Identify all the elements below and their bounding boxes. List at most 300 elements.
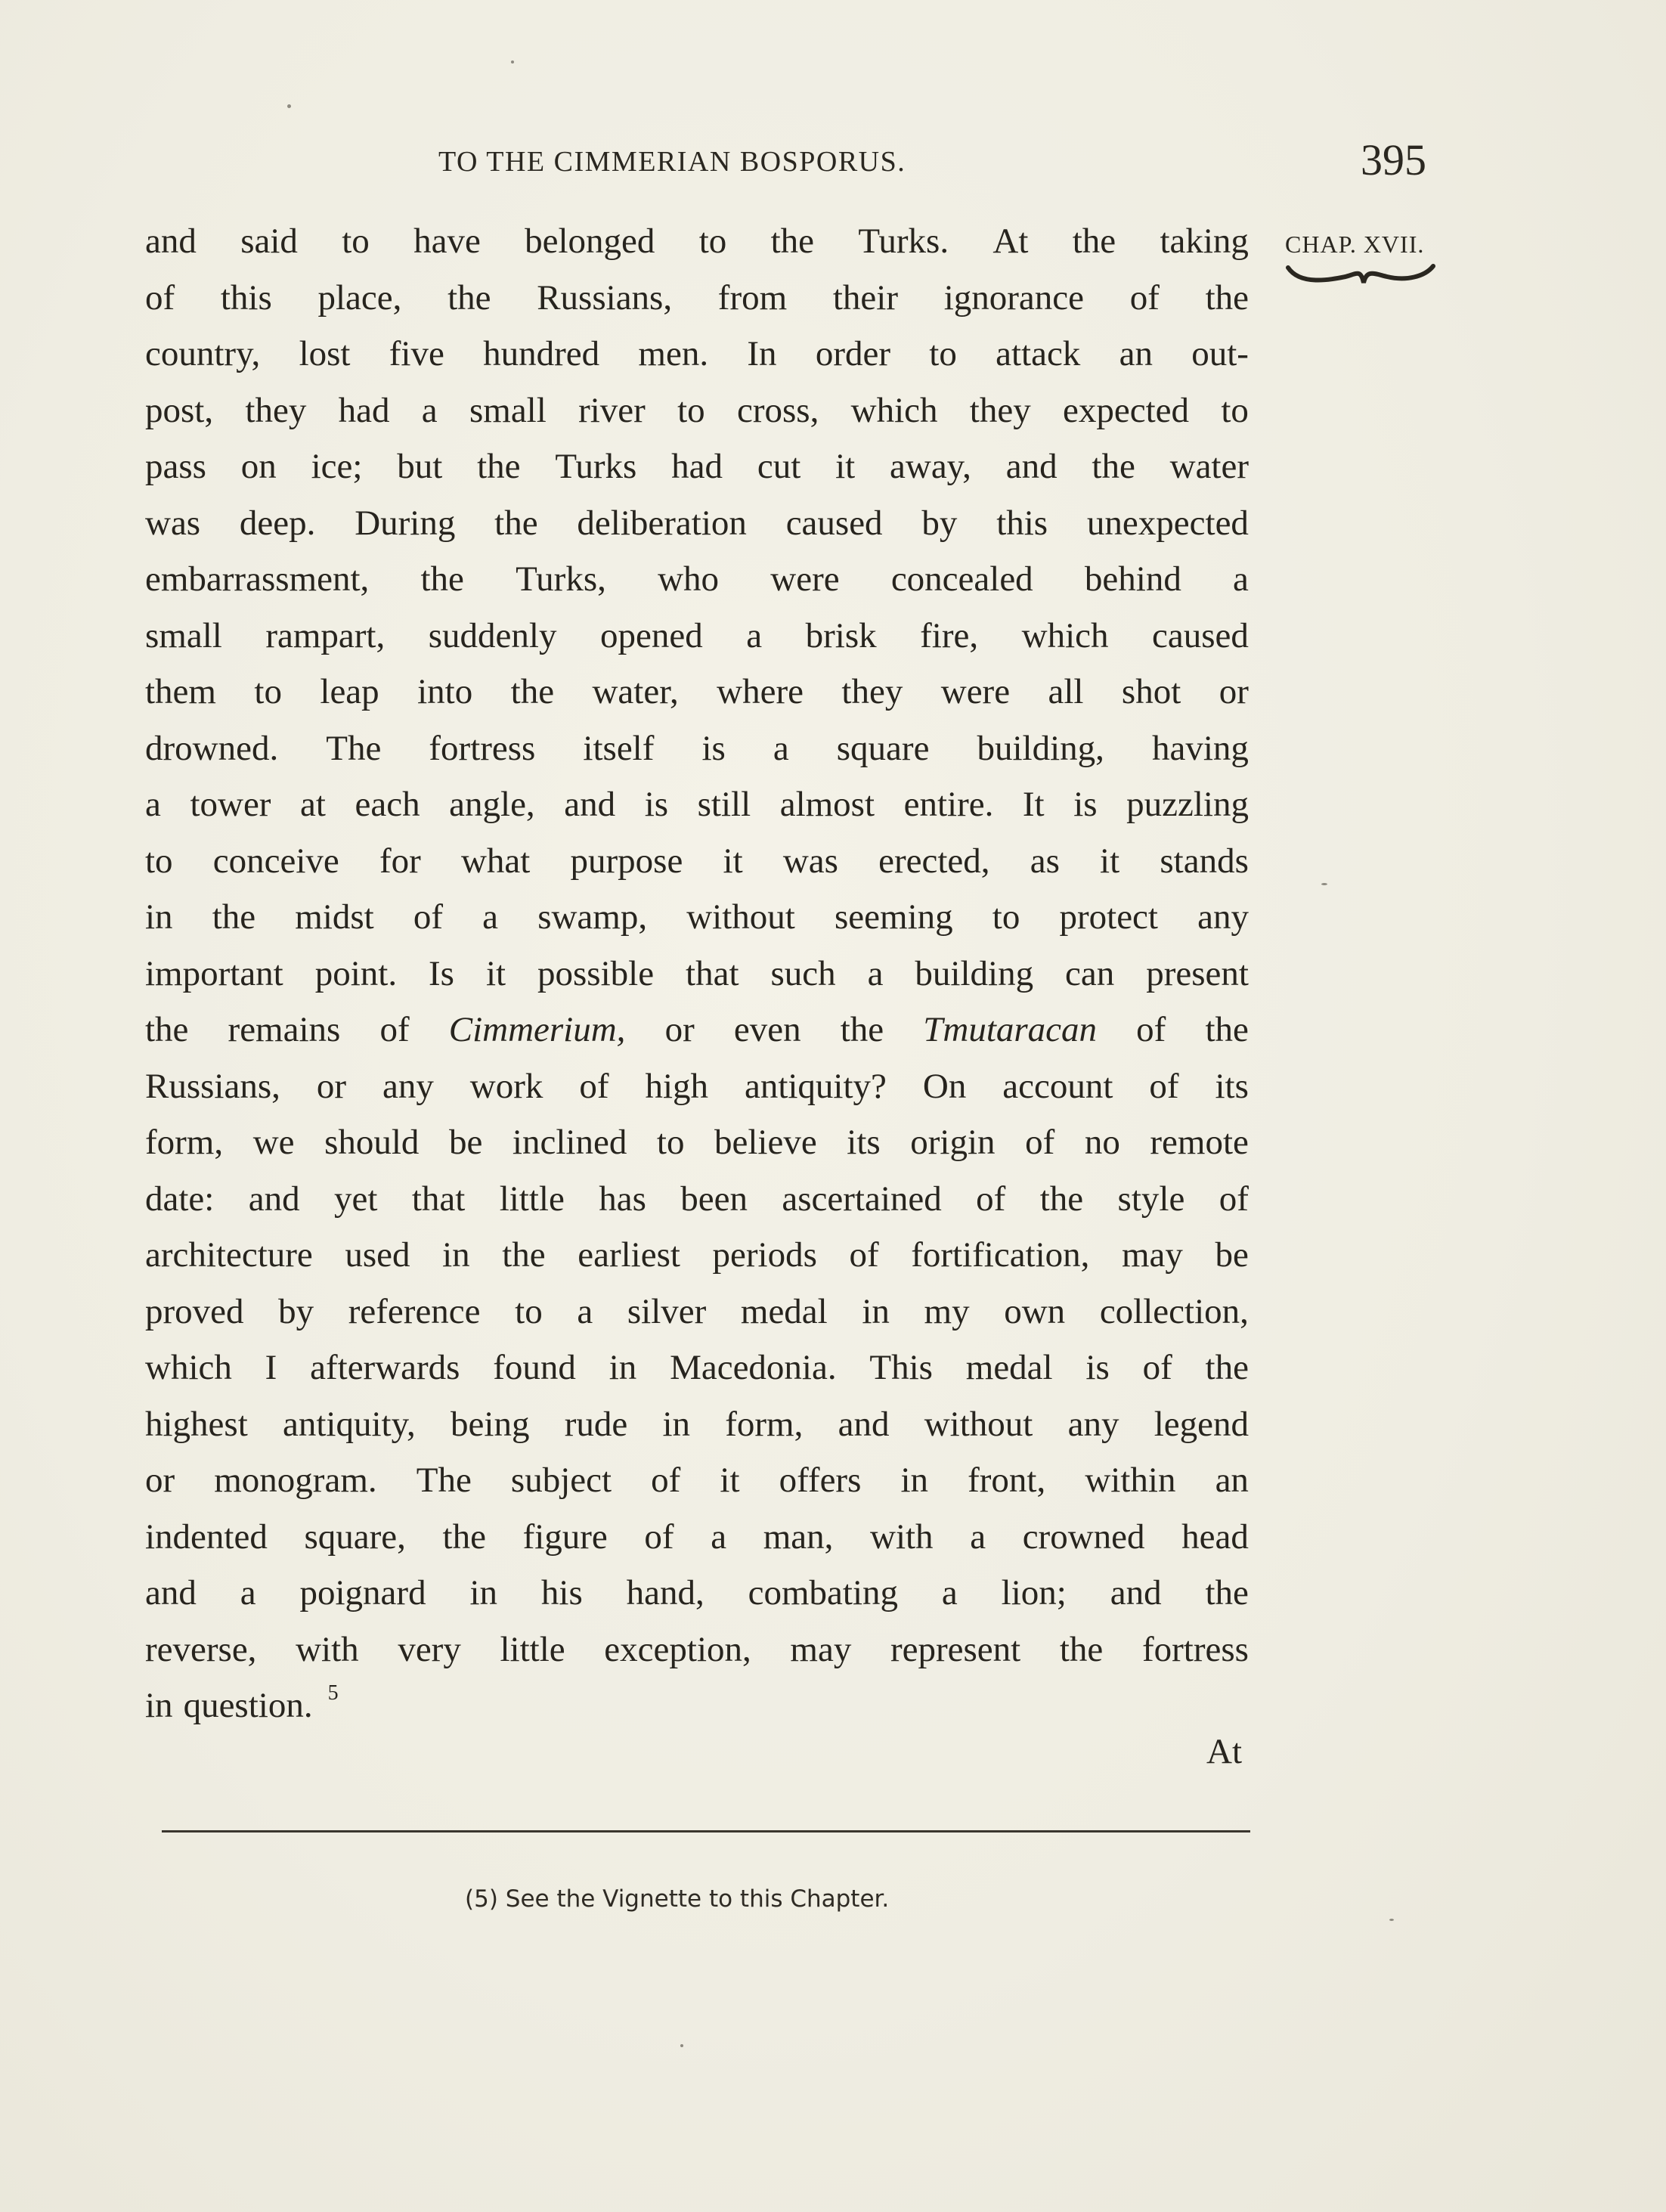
word: a [773,728,789,768]
text-line [145,1058,1249,1115]
word: or [1219,672,1249,711]
word: Is [429,953,454,993]
word: of [1219,1179,1249,1219]
word: the [447,277,491,318]
word: in [469,1573,498,1613]
word: of [379,1010,410,1049]
word: proved [145,1291,244,1331]
word: is [701,728,726,768]
word: entire. [903,785,994,824]
word: an [1215,1461,1249,1500]
word: to [515,1291,543,1331]
word: water [1169,447,1249,486]
word: it [485,953,506,993]
text-line [145,438,1249,495]
word: offers [779,1461,862,1500]
word: found [493,1348,576,1387]
word: without [924,1404,1033,1444]
word: has [599,1179,646,1219]
word: they [245,390,307,430]
word: present [1146,953,1249,993]
word: for [379,841,421,881]
word: within [1085,1461,1176,1500]
word: a [240,1573,256,1613]
word: to [254,672,282,711]
word: fire, [920,615,979,655]
paper-speck [680,2044,683,2047]
word: date: [145,1179,215,1219]
word: in [900,1461,929,1500]
word: attack [996,334,1081,373]
word: by [278,1291,314,1331]
word: style [1117,1179,1185,1219]
text-line [145,1114,1249,1171]
word: origin [910,1123,996,1162]
word: ice; [311,447,363,486]
word: front, [968,1461,1046,1500]
word: form, [145,1123,224,1162]
word: deep. [239,503,316,543]
word: of [976,1179,1006,1219]
word: his [540,1573,583,1613]
word: by [921,503,958,543]
word: a [941,1573,958,1613]
word: but [397,447,443,486]
word: a [421,390,438,430]
word: had [671,447,723,486]
word: conceive [212,841,339,881]
word: and [145,1573,197,1613]
word: collection, [1099,1291,1249,1331]
word: away, [890,447,971,486]
word: were [940,672,1011,711]
word: building, [977,728,1104,768]
word: should [324,1123,420,1162]
word: erected, [878,841,990,881]
word: fortress [1141,1629,1249,1669]
word: and [838,1404,890,1444]
word: I [265,1348,277,1387]
word: caused [1152,615,1249,655]
word: this [996,503,1048,543]
word: account [1002,1066,1113,1106]
word: medal [965,1348,1053,1387]
word: and [248,1179,300,1219]
word: Turks. [858,222,949,261]
text-line [145,383,1249,439]
word: the [477,447,521,486]
text-line [145,833,1249,890]
text-line [145,1284,1249,1340]
word: or [145,1461,175,1500]
word: and [145,222,197,261]
word: the [1205,1573,1249,1613]
word: an [1119,334,1153,373]
word: at [300,785,326,824]
word: the [1205,277,1249,318]
word: exception, [604,1629,751,1669]
word: any [1067,1404,1119,1444]
word: At [992,222,1029,261]
word: small [145,615,222,655]
word: silver [627,1291,707,1331]
word: monogram. [214,1461,377,1500]
word: ignorance [943,277,1085,318]
word: they [969,390,1031,430]
word: men. [638,334,709,373]
word: any [382,1066,434,1106]
word: post, [145,390,214,430]
word: tower [190,785,271,824]
word: taking [1160,222,1249,261]
paper-speck [1389,1919,1394,1921]
word: the [1039,1179,1084,1219]
word: head [1181,1516,1249,1557]
word: important [145,953,283,993]
word: of [651,1461,681,1500]
word: used [345,1235,410,1275]
word: with [870,1516,934,1557]
word: building [915,953,1034,993]
word: the [840,1010,884,1049]
word: a [867,953,884,993]
word: In [747,334,777,373]
word: lion; [1001,1573,1067,1613]
word: fortification, [911,1235,1090,1275]
word: a [577,1291,593,1331]
word: the [1205,1348,1249,1387]
footnote-reference: 5 [327,1681,339,1705]
word: be [448,1123,483,1162]
word: very [398,1629,461,1669]
word: in [145,897,173,937]
word: my [924,1291,970,1331]
word: itself [583,728,655,768]
text-line [145,1452,1249,1509]
word: the [502,1235,546,1275]
word: were [770,559,840,599]
word: any [1197,897,1249,937]
footnote-rule [162,1830,1250,1832]
word: is [1073,785,1098,824]
word: to [698,222,727,261]
word: cut [757,447,801,486]
word: that [411,1179,466,1219]
word: the [510,672,555,711]
text-line [145,1171,1249,1228]
word: the [212,897,256,937]
word: to [1221,390,1249,430]
word: to [342,222,370,261]
word: reverse, [145,1629,257,1669]
running-title: TO THE CIMMERIAN BOSPORUS. [438,146,906,178]
word: the [1092,447,1135,486]
word: a [970,1516,986,1557]
word: antiquity, [283,1404,416,1444]
word: have [413,222,481,261]
text-line [145,776,1249,833]
word: it [1100,841,1120,881]
word: as [1030,841,1060,881]
word: possible [537,953,655,993]
word: the [442,1516,486,1557]
word: it [723,841,743,881]
word: can [1065,953,1115,993]
word: own [1004,1291,1066,1331]
text-line [145,1565,1249,1622]
word: drowned. [145,728,279,768]
word: poignard [299,1573,426,1613]
word: deliberation [577,503,747,543]
word: in [662,1404,691,1444]
body-text [145,213,1249,1734]
word: square [836,728,930,768]
word: Russians, [145,1066,280,1106]
word: inclined [512,1123,627,1162]
word: its [847,1123,881,1162]
word: and [1110,1573,1162,1613]
word: of [1149,1066,1179,1106]
word: purpose [570,841,683,881]
word: where [717,672,804,711]
word: even [733,1010,801,1049]
word: be [1215,1235,1249,1275]
word: of [1129,277,1160,318]
word: figure [522,1516,608,1557]
word: puzzling [1126,785,1249,824]
word: indented [145,1516,268,1557]
word: During [355,503,456,543]
word: Turks, [516,559,606,599]
word: in [862,1291,890,1331]
word: they [841,672,903,711]
word: work [469,1066,543,1106]
word: hand, [626,1573,704,1613]
word: in [442,1235,470,1275]
word: of [579,1066,609,1106]
word: said [240,222,298,261]
catchword: At [1206,1732,1242,1771]
word: square, [304,1516,406,1557]
word: which [1021,615,1109,655]
word: Turks [555,447,637,486]
word: fortress [429,728,536,768]
word: may [1122,1235,1183,1275]
word: seeming [835,897,953,937]
word: each [355,785,420,824]
word: The [326,728,382,768]
word: being [451,1404,530,1444]
word: believe [714,1123,817,1162]
word: lost [299,334,351,373]
word: little [500,1629,565,1669]
word: who [658,559,720,599]
word: swamp, [537,897,648,937]
word: high [645,1066,708,1106]
word: legend [1154,1404,1249,1444]
word: point. [314,953,398,993]
word: no [1084,1123,1120,1162]
word: in [145,1686,173,1725]
word: all [1048,672,1084,711]
paper-speck [1321,883,1327,885]
text-line [145,664,1249,720]
curly-brace-icon [1285,263,1436,293]
word: represent [890,1629,1021,1669]
text-line [145,720,1249,777]
word: Cimmerium, [448,1010,626,1049]
word: antiquity? [744,1066,887,1106]
chapter-marginal-note: CHAP. XVII. [1285,231,1425,258]
word: been [680,1179,748,1219]
text-line [145,270,1249,327]
word: five [389,334,444,373]
word: little [499,1179,565,1219]
word: of [1136,1010,1166,1049]
text-line [145,946,1249,1002]
word: shot [1121,672,1181,711]
word: afterwards [310,1348,460,1387]
word: or [316,1066,346,1106]
word: them [145,672,216,711]
word: the [420,559,464,599]
word: stands [1160,841,1249,881]
word: a [746,615,763,655]
word: was [145,503,201,543]
word: still [697,785,751,824]
word: a [145,785,161,824]
word: periods [712,1235,817,1275]
text-line [145,608,1249,665]
word: embarrassment, [145,559,370,599]
word: and [564,785,616,824]
text-line [145,889,1249,946]
word: almost [779,785,875,824]
word: river [578,390,646,430]
word: their [832,277,899,318]
word: of [644,1516,674,1557]
word: country, [145,334,261,373]
text-line [145,1509,1249,1566]
word: brisk [805,615,877,655]
word: of [849,1235,879,1275]
word: to [677,390,705,430]
word: on [240,447,277,486]
word: architecture [145,1235,313,1275]
word: protect [1059,897,1158,937]
word: reference [348,1291,481,1331]
word: the [494,503,538,543]
word: water, [592,672,679,711]
word: It [1022,785,1045,824]
text-line [145,1396,1249,1453]
word: a [482,897,499,937]
word: leap [320,672,379,711]
word: concealed [890,559,1033,599]
word: the [770,222,815,261]
word: This [869,1348,933,1387]
word: to [929,334,957,373]
word: place, [317,277,402,318]
word: to [145,841,173,881]
page-number: 395 [1361,135,1426,184]
word: the [1072,222,1116,261]
word: without [686,897,795,937]
word: belonged [525,222,655,261]
word: is [644,785,669,824]
word: what [460,841,531,881]
word: rude [564,1404,628,1444]
word: of [413,897,444,937]
text-line [145,1227,1249,1284]
word: with [296,1629,359,1669]
word: of [1142,1348,1172,1387]
word: man, [763,1516,834,1557]
word: into [417,672,473,711]
word: out- [1191,334,1249,373]
word: question. [183,1686,313,1725]
word: its [1215,1066,1249,1106]
word: rampart, [265,615,386,655]
text-line [145,1622,1249,1678]
paper-speck [511,60,514,64]
text-line [145,1678,1249,1734]
word: and [1005,447,1058,486]
word: this [220,277,272,318]
word: highest [145,1404,248,1444]
word: that [686,953,739,993]
text-line [145,495,1249,552]
word: pass [145,447,206,486]
word: expected [1063,390,1190,430]
word: had [338,390,390,430]
word: The [416,1461,472,1500]
footnote: (5) See the Vignette to this Chapter. [465,1885,890,1913]
word: caused [785,503,883,543]
word: Macedonia. [670,1348,837,1387]
word: in [608,1348,637,1387]
word: subject [510,1461,612,1500]
word: order [815,334,890,373]
word: cross, [736,390,819,430]
word: remains [228,1010,341,1049]
word: Russians, [537,277,673,318]
word: ascertained [782,1179,942,1219]
word: a [1233,559,1249,599]
word: behind [1084,559,1181,599]
text-line [145,551,1249,608]
word: which [850,390,938,430]
word: such [770,953,836,993]
word: suddenly [428,615,557,655]
word: to [992,897,1020,937]
word: earliest [578,1235,680,1275]
word: unexpected [1086,503,1249,543]
word: which [145,1348,232,1387]
text-line [145,326,1249,383]
word: angle, [449,785,535,824]
paper-speck [287,104,291,108]
word: to [656,1123,685,1162]
word: Tmutaracan [923,1010,1098,1049]
word: opened [599,615,703,655]
word: was [782,841,838,881]
word: medal [740,1291,828,1331]
word: from [717,277,788,318]
text-line [145,213,1249,270]
word: a [711,1516,727,1557]
word: the [1205,1010,1249,1049]
